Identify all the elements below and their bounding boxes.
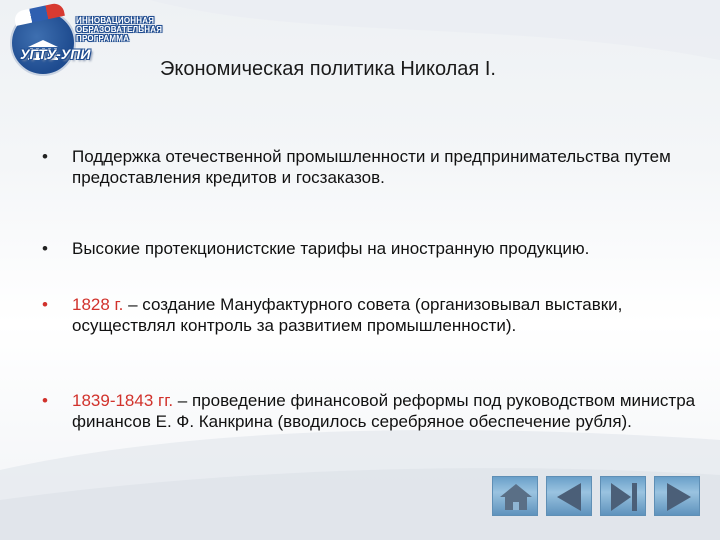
bullet-text: Высокие протекционистские тарифы на иностранную продукцию.	[72, 239, 590, 258]
bullet-marker: •	[42, 147, 48, 166]
bullet-text: – проведение финансовой реформы под руководством министра финансов Е. Ф. Канкрина (вводилось серебряное обеспечение рубля).	[72, 391, 696, 431]
bullet-text: Поддержка отечественной промышленности и предпринимательства путем предоставления кредитов и госзаказов.	[72, 147, 671, 187]
logo-line-3: ПРОГРАММА	[76, 34, 130, 43]
last-icon	[601, 477, 647, 517]
bullet-item	[38, 238, 589, 259]
logo	[10, 10, 163, 88]
previous-button[interactable]	[546, 476, 592, 516]
bullet-item	[38, 146, 708, 188]
last-slide-button[interactable]	[600, 476, 646, 516]
logo-name: УГТУ-УПИ	[20, 46, 91, 62]
bullet-text: – создание Мануфактурного совета (организовывал выставки, осуществлял контроль за развитием промышленности).	[72, 295, 623, 335]
home-icon	[493, 477, 539, 517]
bullet-marker: •	[42, 239, 48, 258]
bullet-marker: •	[42, 391, 48, 410]
bullet-marker: •	[42, 295, 48, 314]
logo-line-2: ОБРАЗОВАТЕЛЬНАЯ	[76, 25, 163, 34]
home-button[interactable]	[492, 476, 538, 516]
bullet-date: 1839-1843 гг.	[72, 391, 174, 410]
logo-line-1: ИННОВАЦИОННАЯ	[76, 16, 155, 25]
logo-program-text	[76, 16, 162, 43]
slide-title: Экономическая политика Николая I.	[160, 58, 496, 80]
next-icon	[655, 477, 701, 517]
previous-icon	[547, 477, 593, 517]
bullet-date: 1828 г.	[72, 295, 124, 314]
bullet-item	[38, 294, 708, 336]
next-button[interactable]	[654, 476, 700, 516]
bullet-item	[38, 390, 708, 432]
